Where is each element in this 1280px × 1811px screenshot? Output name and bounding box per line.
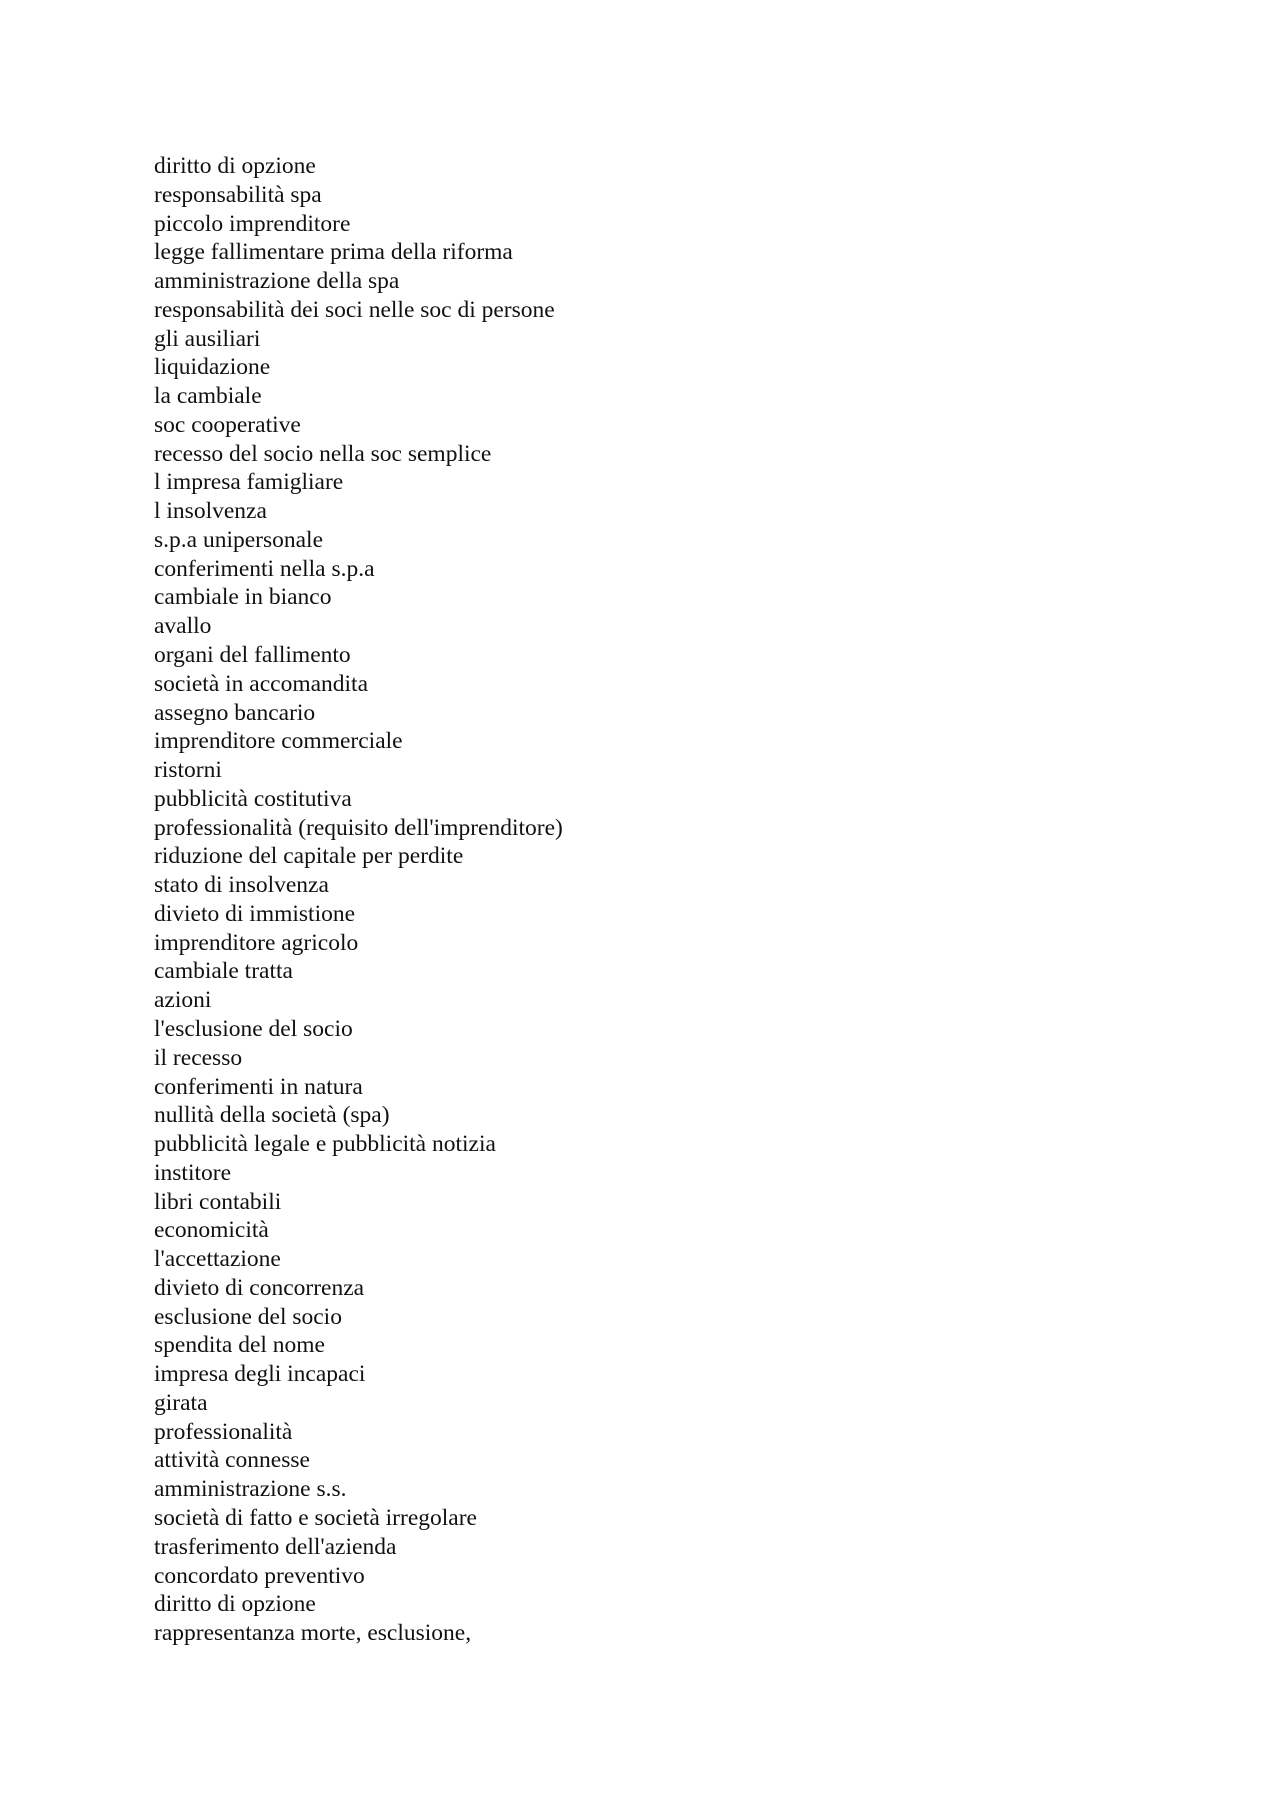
topic-line: pubblicità legale e pubblicità notizia (154, 1131, 496, 1158)
topic-line: economicità (154, 1217, 269, 1244)
topic-line: attività connesse (154, 1447, 310, 1474)
topic-line: l'accettazione (154, 1246, 281, 1273)
topic-line: stato di insolvenza (154, 872, 329, 899)
topic-line: avallo (154, 613, 212, 640)
topic-line: soc cooperative (154, 411, 301, 438)
topic-line: società in accomandita (154, 670, 369, 697)
topic-line: diritto di opzione (154, 1591, 316, 1618)
topic-line: pubblicità costitutiva (154, 785, 352, 812)
topic-line: assegno bancario (154, 699, 316, 726)
topic-line: diritto di opzione (154, 153, 316, 179)
topic-line: rappresentanza morte, esclusione, (154, 1620, 472, 1647)
topic-line: liquidazione (154, 354, 271, 381)
topic-line: professionalità (requisito dell'imprenditore) (154, 814, 563, 841)
topic-line: cambiale tratta (154, 958, 293, 985)
topic-line: gli ausiliari (154, 325, 261, 352)
topic-line: trasferimento dell'azienda (154, 1533, 397, 1560)
topic-line: institore (154, 1159, 232, 1186)
topic-line: l impresa famigliare (154, 469, 344, 496)
topic-line: imprenditore agricolo (154, 929, 359, 956)
topic-list (154, 152, 563, 1648)
topic-line: il recesso (154, 1044, 243, 1071)
topic-line: concordato preventivo (154, 1562, 365, 1589)
topic-line: ristorni (154, 757, 222, 784)
topic-line: piccolo imprenditore (154, 210, 351, 237)
topic-line: imprenditore commerciale (154, 728, 403, 755)
topic-line: amministrazione della spa (154, 268, 400, 295)
topic-line: responsabilità dei soci nelle soc di persone (154, 296, 555, 323)
topic-line: l'esclusione del socio (154, 1015, 353, 1042)
topic-line: spendita del nome (154, 1332, 325, 1359)
topic-line: cambiale in bianco (154, 584, 332, 611)
topic-line: azioni (154, 987, 212, 1014)
topic-line: responsabilità spa (154, 181, 322, 208)
topic-line: l insolvenza (154, 498, 267, 525)
topic-line: impresa degli incapaci (154, 1361, 366, 1388)
topic-line: esclusione del socio (154, 1303, 342, 1330)
topic-line: libri contabili (154, 1188, 282, 1215)
topic-line: organi del fallimento (154, 642, 351, 669)
topic-line: divieto di immistione (154, 900, 356, 927)
topic-line: legge fallimentare prima della riforma (154, 239, 513, 266)
topic-line: s.p.a unipersonale (154, 526, 324, 553)
topic-line: recesso del socio nella soc semplice (154, 440, 492, 467)
topic-line: la cambiale (154, 383, 262, 410)
topic-line: riduzione del capitale per perdite (154, 843, 464, 870)
topic-line: conferimenti nella s.p.a (154, 555, 375, 582)
topic-line: girata (154, 1389, 208, 1416)
topic-line: società di fatto e società irregolare (154, 1504, 477, 1531)
topic-line: professionalità (154, 1418, 293, 1445)
topic-line: amministrazione s.s. (154, 1476, 347, 1503)
topic-line: divieto di concorrenza (154, 1274, 365, 1301)
topic-line: nullità della società (spa) (154, 1102, 390, 1129)
topic-line: conferimenti in natura (154, 1073, 363, 1100)
